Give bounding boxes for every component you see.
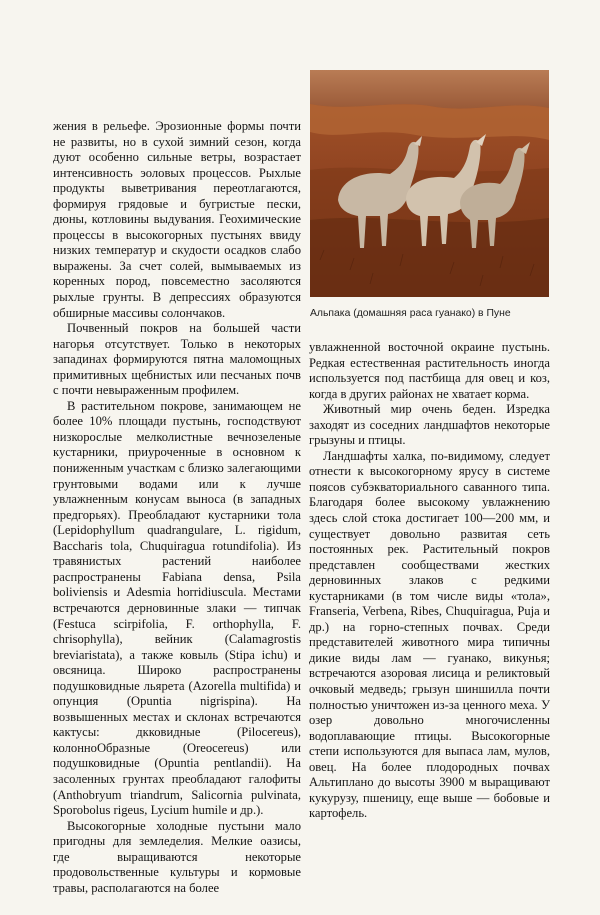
- paragraph-eolian-processes: жения в рельефе. Эрозионные формы почти не развиты, но в сухой зимний сезон, когда дуют особенно сильные ветры, возрастает интенсивность эоловых процессов. Рыхлые продукты выветривания переотлагаются, формируя грядовые и бугристые пески, дюны, котловины выдувания. Геохимические процессы в высокогорных пустынях ввиду низких температур и скудости осадков слабо выражены. За счет солей, вымываемых из коренных пород, повсеместно засоляются рыхлые грунты. В депрессиях образуются обширные массивы солончаков.: [53, 119, 301, 320]
- paragraph-agriculture: Высокогорные холодные пустыни мало пригодны для земледелия. Мелкие оазисы, где выращиваются некоторые продовольственные культуры и кормовые травы, располагаются на более: [53, 818, 301, 895]
- alpaca-photo: [310, 70, 549, 297]
- paragraph-fauna: Животный мир очень беден. Изредка заходят из соседних ландшафтов некоторые грызуны и птицы.: [309, 402, 550, 448]
- paragraph-soil-cover: Почвенный покров на большей части нагорья отсутствует. Только в некоторых западинах формируются пятна маломощных примитивных щебнистых или песчаных почв с почти невыраженным профилем.: [53, 321, 301, 398]
- left-text-column: [53, 119, 301, 896]
- right-text-column: [309, 340, 550, 822]
- paragraph-vegetation: В растительном покрове, занимающем не более 10% площади пустынь, господствуют низкорослые мелколистные вечнозеленые кустарники, приуроченные в основном к пониженным участкам с близко залегающими грунтовыми водами или к лучше увлажненным конусам выноса (в западных предгорьях). Преобладают кустарники тола (Lepidophyllum quadrangulare, L. rigidum, Baccharis tola, Chuquiragua rotundifolia). Из травянистых растений наиболее распространены Fabiana densa, Psila boliviensis и Adesmia horridiuscula. Местами встречаются дерновинные злаки — типчак (Festuca scirpifolia, F. orthophylla, F. chrisophylla), вейник (Calamagrostis breviaristata), а также ковыль (Stipa ichu) и овсяница. Широко распространены подушковидные льярета (Azorella multifida) и опунция (Opuntia nigrispina). На возвышенных местах и склонах встречаются кактусы: дкковидные (Pilocereus), колонноОбразные (Oreocereus) или подушковидные (Opuntia pentlandii). На засоленных грунтах преобладают галофиты (Anthobryum triandrum, Salicornia pulvinata, Sporobolus rigeus, Lycium humile и др.).: [53, 398, 301, 818]
- paragraph-khalka-landscapes: Ландшафты халка, по-видимому, следует отнести к высокогорному ярусу в системе поясов субэкваториального саванного типа. Благодаря более высокому увлажнению здесь слой стока достигает 100—200 мм, и существует довольно развитая сеть постоянных рек. Растительный покров представлен сообществами жестких дерновинных злаков с редкими кустарниками (в том числе виды «тола», Franseria, Verbena, Ribes, Chuquiragua, Puja и др.) на горно-степных почвах. Среди представителей животного мира типичны дикие виды лам — гуанако, викунья; встречаются азоровая лисица и реликтовый очковый медведь; грызун шиншилла почти полностью уничтожен из-за ценного меха. У озер довольно многочисленны водоплавающие птицы. Высокогорные степи используются для выпаса лам, мулов, овец. На более плодородных почвах Альтиплано до высоты 3900 м выращивают кукурузу, пшеницу, еще выше — бобовые и картофель.: [309, 448, 550, 821]
- paragraph-pastures: увлажненной восточной окраине пустынь. Редкая естественная растительность иногда используется под пастбища для овец и коз, когда в других районах не хватает корма.: [309, 340, 550, 401]
- figure-caption: Альпака (домашняя раса гуанако) в Пуне: [310, 308, 511, 319]
